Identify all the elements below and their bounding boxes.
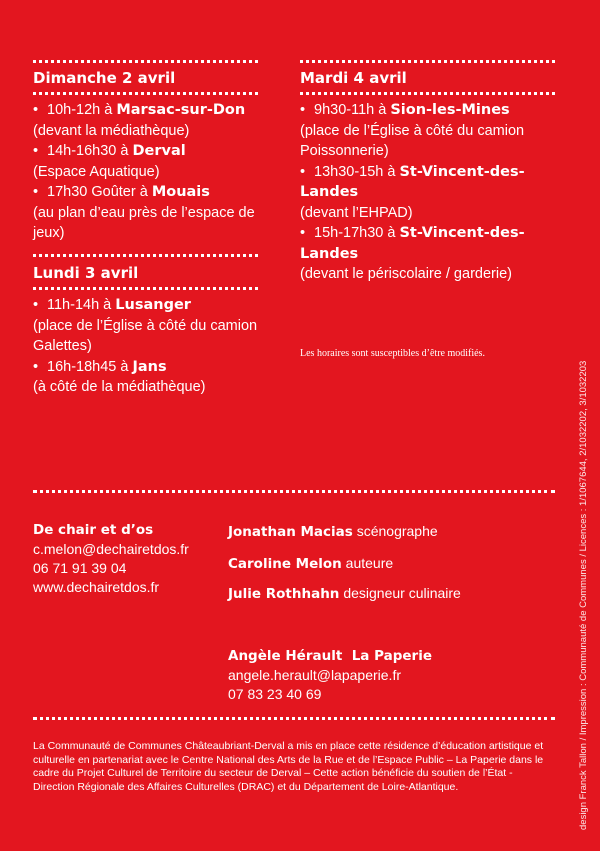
schedule-list-tuesday (300, 100, 562, 285)
divider-monday (33, 287, 258, 290)
schedule-note: Les horaires sont susceptibles d’être modifiés. (300, 348, 485, 359)
schedule-list-monday (33, 295, 278, 398)
divider-top-left (33, 60, 258, 63)
schedule-list-sunday (33, 100, 278, 244)
divider-tuesday (300, 92, 555, 95)
team-member: Jonathan Macias scénographe (228, 523, 438, 540)
footer-text: La Communauté de Communes Châteaubriant-Derval a mis en place cette résidence d’éducation artistique et culturelle en partenariat avec le Centre National des Arts de la Rue et de l’Espace Public – La Paperie dans le cadre du Projet Culturel de Territoire du secteur de Derval – Cette action bénéficie du soutien de l’État - Direction Régionale des Affaires Culturelles (DRAC) et du Département de Loire-Atlantique. (33, 740, 544, 793)
divider-middle (33, 490, 555, 493)
divider-monday-top (33, 254, 258, 257)
divider-sunday (33, 92, 258, 95)
partner-org: La Paperie (351, 648, 433, 664)
bullet-icon: • (33, 143, 39, 159)
team-member: Julie Rothhahn designeur culinaire (228, 585, 461, 602)
company-website[interactable]: www.dechairetdos.fr (33, 579, 160, 595)
day-title-monday: Lundi 3 avril (33, 264, 139, 282)
partner-name: Angèle Hérault (228, 648, 343, 664)
bullet-icon: • (33, 184, 39, 200)
divider-top-right (300, 60, 555, 63)
partner-contact (228, 647, 432, 704)
credits-text: design Franck Tallon / Impression : Communauté de Communes / Licences : 1/1067644, 2/1032202, 3/1032203 (578, 360, 589, 830)
bullet-icon: • (300, 102, 306, 118)
bullet-icon: • (33, 102, 39, 118)
list-item: • 13h30-15h à St-Vincent-des-Landes (devant l’EHPAD) (300, 163, 525, 221)
list-item: • 10h-12h à Marsac-sur-Don (devant la médiathèque) (33, 102, 246, 139)
bullet-icon: • (33, 358, 39, 375)
bullet-icon: • (33, 297, 39, 313)
day-title-sunday: Dimanche 2 avril (33, 69, 176, 87)
company-contact (33, 521, 189, 597)
team-member: Caroline Melon auteure (228, 555, 394, 572)
company-phone: 06 71 91 39 04 (33, 560, 127, 576)
bullet-icon: • (300, 163, 306, 180)
list-item: • 17h30 Goûter à Mouais (au plan d’eau près de l’espace de jeux) (33, 184, 255, 241)
day-title-tuesday: Mardi 4 avril (300, 69, 407, 87)
company-name: De chair et d’os (33, 522, 154, 538)
list-item: • 9h30-11h à Sion-les-Mines (place de l’Église à côté du camion Poissonnerie) (300, 102, 525, 159)
list-item: • 15h-17h30 à St-Vincent-des-Landes (devant le périscolaire / garderie) (300, 225, 525, 282)
divider-bottom (33, 717, 555, 720)
company-email[interactable]: c.melon@dechairetdos.fr (33, 541, 189, 557)
partner-email[interactable]: angele.herault@lapaperie.fr (228, 667, 401, 683)
partner-phone: 07 83 23 40 69 (228, 686, 322, 702)
list-item: • 14h-16h30 à Derval (Espace Aquatique) (33, 143, 186, 180)
bullet-icon: • (300, 225, 306, 241)
list-item: • 16h-18h45 à Jans (à côté de la médiathèque) (33, 358, 206, 395)
list-item: • 11h-14h à Lusanger (place de l’Église à côté du camion Galettes) (33, 297, 258, 354)
